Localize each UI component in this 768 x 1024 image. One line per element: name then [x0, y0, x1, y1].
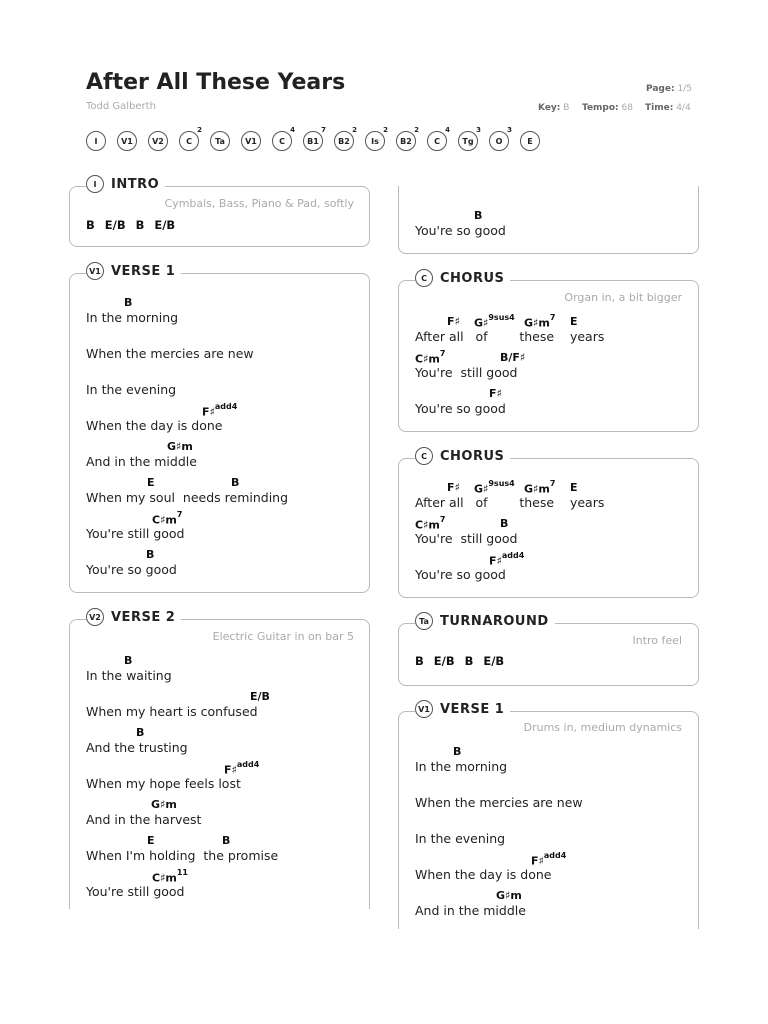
song-line — [86, 690, 366, 726]
lyric: After all of these years — [415, 329, 605, 344]
lyric: When the day is done — [415, 867, 552, 882]
nav-item-label: Ta — [215, 136, 225, 146]
intro-chords: B E/B B E/B — [86, 218, 176, 232]
chord-root: E — [570, 315, 578, 328]
chord — [570, 315, 578, 328]
verse1-badge: V1 — [86, 262, 104, 280]
nav-item[interactable] — [148, 131, 168, 151]
chord — [124, 654, 132, 667]
chord-root: G♯m — [167, 440, 193, 453]
page-label: Page: — [646, 84, 675, 94]
lyric: And in the harvest — [86, 812, 202, 827]
nav-item-label: C — [279, 136, 285, 146]
nav-item[interactable] — [520, 131, 540, 151]
nav-item-count: 4 — [445, 126, 450, 134]
nav-item[interactable] — [489, 126, 512, 151]
chord-root: F♯ — [489, 387, 502, 400]
section-navigation — [86, 126, 551, 151]
lyric: You're still good — [415, 365, 518, 380]
chord-root: B — [231, 476, 240, 489]
song-line — [86, 404, 366, 440]
chord — [524, 315, 555, 330]
chord-root: E — [570, 481, 578, 494]
verse2-header[interactable] — [86, 608, 181, 626]
page-indicator — [646, 84, 692, 94]
chord — [124, 296, 132, 309]
nav-item[interactable] — [303, 126, 326, 151]
chorus1-note: Organ in, a bit bigger — [564, 291, 682, 304]
chord — [474, 481, 515, 496]
tempo-value: 68 — [621, 103, 633, 113]
lyric: You're so good — [415, 567, 506, 582]
nav-item[interactable] — [241, 131, 261, 151]
chord — [496, 889, 522, 902]
nav-item-count: 4 — [290, 126, 295, 134]
chord — [415, 351, 445, 366]
nav-item-label: I — [94, 136, 98, 146]
chord — [146, 548, 154, 561]
time-label: Time: — [645, 103, 674, 113]
chord — [167, 440, 193, 453]
chord-extension: add4 — [543, 851, 567, 860]
chorus1-header[interactable] — [415, 269, 510, 287]
intro-note: Cymbals, Bass, Piano & Pad, softly — [164, 197, 354, 210]
chord-extension: 9sus4 — [488, 479, 515, 488]
chord — [250, 690, 270, 703]
chord-root: B — [124, 296, 133, 309]
nav-item-label: B2 — [338, 136, 350, 146]
chord — [151, 798, 177, 811]
song-artist: Todd Galberth — [86, 101, 156, 112]
intro-box — [69, 186, 370, 247]
chorus1-badge: C — [415, 269, 433, 287]
continued-chord: B — [474, 209, 483, 222]
chord-extension: 9sus4 — [488, 313, 515, 322]
lyric: In the evening — [86, 382, 177, 397]
chord-root: E — [147, 834, 155, 847]
nav-item-count: 2 — [383, 126, 388, 134]
lyric: When my heart is confused — [86, 704, 258, 719]
nav-item[interactable] — [272, 126, 295, 151]
chord-root: B — [136, 726, 145, 739]
lyric: You're still good — [86, 526, 185, 541]
chord-root: B/F♯ — [500, 351, 526, 364]
chord-root: G♯m — [496, 889, 522, 902]
turnaround-badge: Ta — [415, 612, 433, 630]
chord-root: G♯ — [474, 316, 489, 330]
nav-item-label: E — [527, 136, 533, 146]
chord-root: F♯ — [489, 554, 502, 568]
turnaround-header[interactable] — [415, 612, 555, 630]
chorus2-badge: C — [415, 447, 433, 465]
verse1b-header[interactable] — [415, 700, 510, 718]
song-line — [86, 296, 366, 332]
lyric: In the waiting — [86, 668, 172, 683]
nav-item-count: 3 — [507, 126, 512, 134]
nav-item[interactable] — [396, 126, 419, 151]
nav-item-label: B2 — [400, 136, 412, 146]
verse1b-title: VERSE 1 — [440, 701, 505, 717]
chord — [570, 481, 578, 494]
chord — [447, 315, 460, 328]
turnaround-chords: B E/B B E/B — [415, 654, 505, 668]
chord-root: G♯m — [151, 798, 177, 811]
nav-item-label: B1 — [307, 136, 319, 146]
lyric: In the evening — [415, 831, 506, 846]
chord-root: B — [124, 654, 133, 667]
nav-item[interactable] — [179, 126, 202, 151]
lyric: You're still good — [86, 884, 185, 899]
chord-root: F♯ — [447, 481, 460, 494]
chord-root: B — [453, 745, 462, 758]
song-line — [415, 481, 695, 517]
song-line — [86, 798, 366, 834]
song-line — [415, 745, 695, 781]
nav-item[interactable] — [365, 126, 388, 151]
verse1-header[interactable] — [86, 262, 181, 280]
lyric: And the trusting — [86, 740, 188, 755]
nav-item-count: 7 — [321, 126, 326, 134]
chord — [500, 351, 525, 364]
chord — [224, 762, 259, 777]
intro-badge: I — [86, 175, 104, 193]
chord-extension: 7 — [439, 349, 446, 358]
nav-item-label: O — [495, 136, 503, 146]
chord — [524, 481, 555, 496]
lyric: When the day is done — [86, 418, 223, 433]
lyric: In the morning — [86, 310, 179, 325]
chord-extension: 7 — [439, 515, 446, 524]
nav-item-label: V1 — [121, 136, 133, 146]
chorus1-title: CHORUS — [440, 270, 505, 286]
chord — [202, 404, 237, 419]
chord-root: G♯ — [474, 482, 489, 496]
lyric: And in the middle — [415, 903, 526, 918]
chord-root: B — [500, 517, 509, 530]
nav-item-label: V2 — [152, 136, 164, 146]
chord-extension: 11 — [176, 868, 188, 877]
key-indicator — [538, 103, 569, 113]
verse1-title: VERSE 1 — [111, 263, 176, 279]
nav-item[interactable] — [427, 126, 450, 151]
turnaround-title: TURNAROUND — [440, 613, 549, 629]
chord-root: B — [146, 548, 155, 561]
song-line — [86, 834, 366, 870]
chord — [489, 387, 502, 400]
chord-root: E/B — [250, 690, 270, 703]
verse2-badge: V2 — [86, 608, 104, 626]
nav-item-count: 3 — [476, 126, 481, 134]
chord-root: G♯m — [524, 482, 550, 496]
nav-item-label: C — [186, 136, 192, 146]
chord-extension: add4 — [236, 760, 260, 769]
song-title: After All These Years — [86, 70, 346, 95]
verse1b-badge: V1 — [415, 700, 433, 718]
page-value: 1/5 — [677, 84, 692, 94]
song-line — [415, 889, 695, 925]
chord — [147, 476, 155, 489]
time-value: 4/4 — [676, 103, 691, 113]
song-line — [415, 315, 695, 351]
lyric: When the mercies are new — [86, 346, 254, 361]
song-line — [86, 654, 366, 690]
song-line — [86, 332, 366, 368]
chord-root: C♯m — [152, 513, 177, 527]
key-label: Key: — [538, 103, 561, 113]
chord-root: E — [147, 476, 155, 489]
nav-item-count: 2 — [197, 126, 202, 134]
nav-item-count: 2 — [414, 126, 419, 134]
chorus2-header[interactable] — [415, 447, 510, 465]
chord — [474, 315, 515, 330]
lyric: You're so good — [86, 562, 177, 577]
chord-root: C♯m — [415, 518, 440, 532]
song-line — [86, 726, 366, 762]
song-line — [86, 870, 366, 906]
continued-lyric: You're so good — [415, 223, 506, 238]
time-indicator — [645, 103, 691, 113]
nav-item-label: Is — [371, 136, 379, 146]
lyric: You're so good — [415, 401, 506, 416]
nav-item-count: 2 — [352, 126, 357, 134]
verse2-note: Electric Guitar in on bar 5 — [212, 630, 354, 643]
verse1b-note: Drums in, medium dynamics — [523, 721, 682, 734]
chord-root: G♯m — [524, 316, 550, 330]
chord — [231, 476, 239, 489]
chord — [152, 512, 182, 527]
chord — [147, 834, 155, 847]
song-line — [86, 762, 366, 798]
song-line — [86, 512, 366, 548]
key-value: B — [563, 103, 570, 113]
chord — [152, 870, 188, 885]
chord-root: F♯ — [447, 315, 460, 328]
verse2-title: VERSE 2 — [111, 609, 176, 625]
nav-item-label: V1 — [245, 136, 257, 146]
lyric: And in the middle — [86, 454, 197, 469]
song-line — [415, 781, 695, 817]
nav-item[interactable] — [334, 126, 357, 151]
song-line — [415, 853, 695, 889]
song-line — [86, 440, 366, 476]
chord-root: B — [222, 834, 231, 847]
nav-item[interactable] — [210, 131, 230, 151]
lyric: You're still good — [415, 531, 518, 546]
chord — [447, 481, 460, 494]
lyric: In the morning — [415, 759, 508, 774]
chord — [531, 853, 566, 868]
song-line — [86, 548, 366, 584]
chord-extension: 7 — [549, 313, 556, 322]
chord — [453, 745, 461, 758]
nav-item[interactable] — [458, 126, 481, 151]
chord-extension: add4 — [501, 551, 525, 560]
nav-item[interactable] — [117, 131, 137, 151]
chord — [489, 553, 524, 568]
nav-item-label: Tg — [462, 136, 474, 146]
lyric: After all of these years — [415, 495, 605, 510]
tempo-label: Tempo: — [582, 103, 619, 113]
song-line — [86, 476, 366, 512]
song-line — [415, 351, 695, 387]
chord-root: F♯ — [224, 763, 237, 777]
chord-root: C♯m — [152, 871, 177, 885]
song-line — [415, 387, 695, 423]
chord-extension: 7 — [176, 510, 183, 519]
chord — [415, 517, 445, 532]
song-line — [415, 817, 695, 853]
chord — [500, 517, 508, 530]
chord-root: F♯ — [531, 854, 544, 868]
turnaround-note: Intro feel — [632, 634, 682, 647]
chord-extension: add4 — [214, 402, 238, 411]
intro-header[interactable] — [86, 175, 165, 193]
song-line — [86, 368, 366, 404]
chord-root: C♯m — [415, 352, 440, 366]
intro-title: INTRO — [111, 176, 160, 192]
nav-item-label: C — [434, 136, 440, 146]
lyric: When my soul needs reminding — [86, 490, 289, 505]
lyric: When my hope feels lost — [86, 776, 241, 791]
nav-item[interactable] — [86, 131, 106, 151]
chord — [222, 834, 230, 847]
tempo-indicator — [582, 103, 633, 113]
lyric: When the mercies are new — [415, 795, 583, 810]
chord-root: F♯ — [202, 405, 215, 419]
chorus2-title: CHORUS — [440, 448, 505, 464]
song-line — [415, 517, 695, 553]
lyric: When I'm holding the promise — [86, 848, 279, 863]
chord-extension: 7 — [549, 479, 556, 488]
song-line — [415, 553, 695, 589]
chord — [136, 726, 144, 739]
